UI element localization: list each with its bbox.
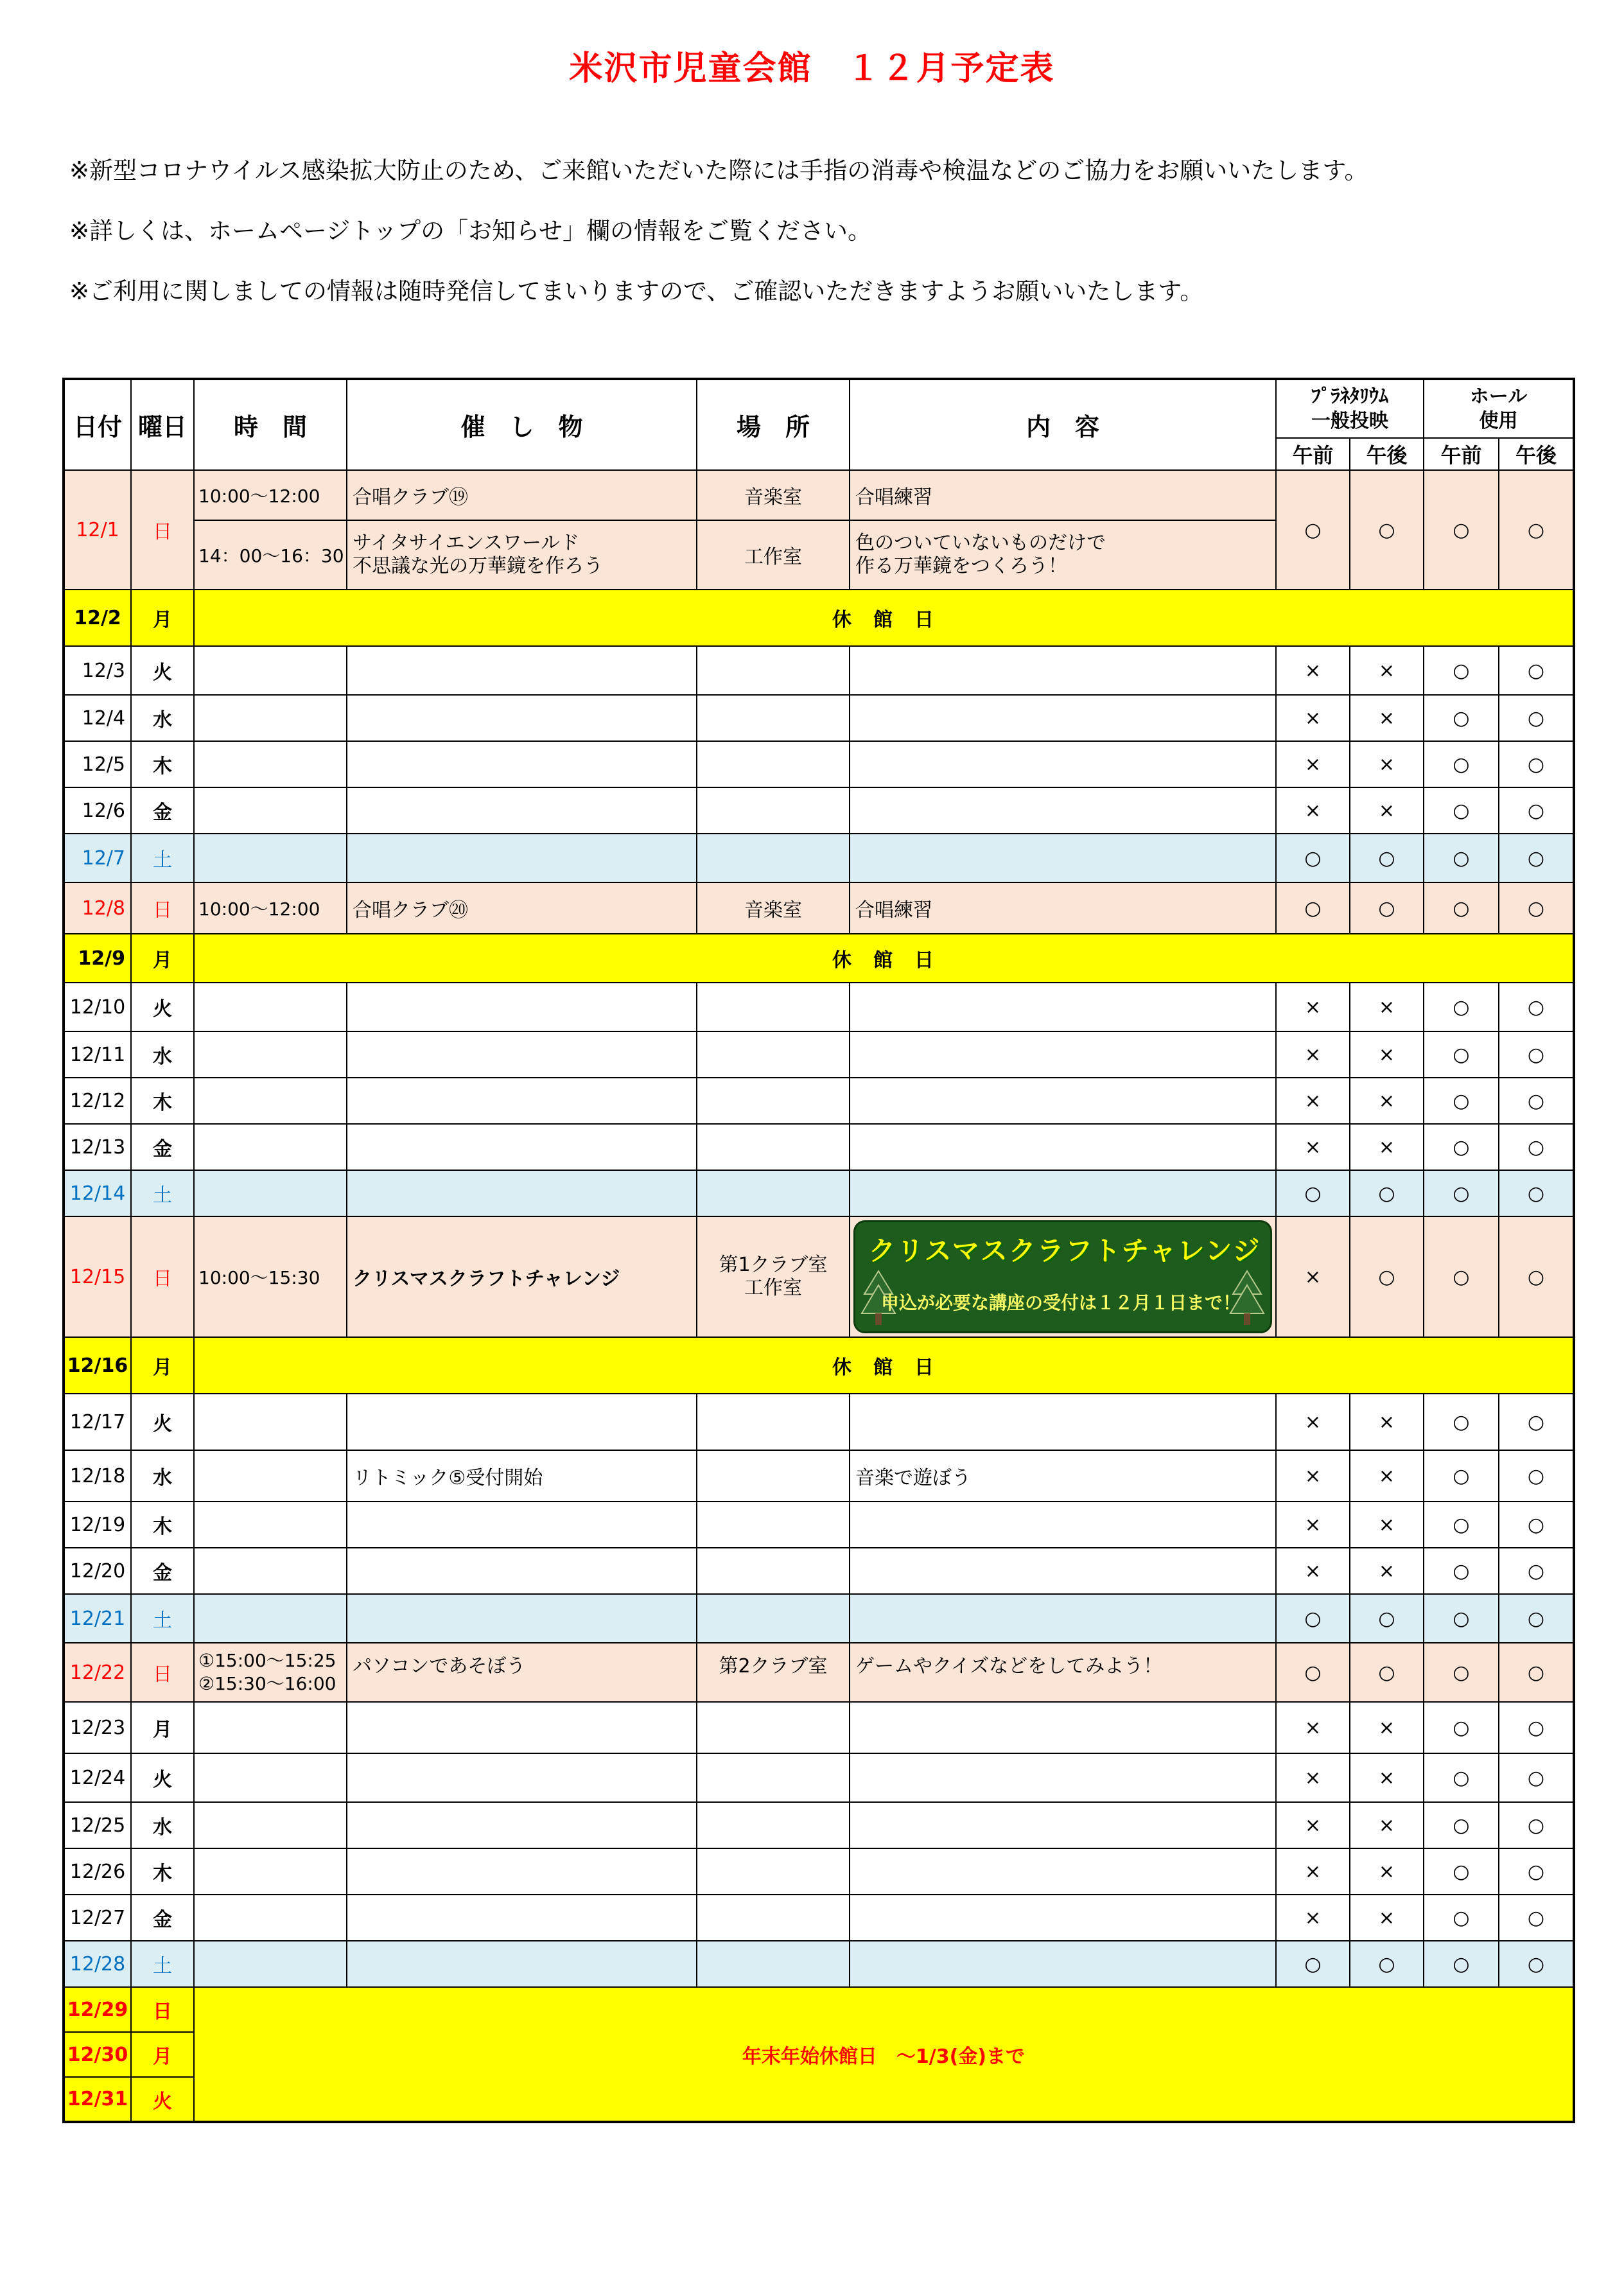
mark-cell: ○ [1499, 1124, 1574, 1170]
table-row [64, 1124, 1574, 1170]
mark-cell: ○ [1424, 1802, 1499, 1848]
weekday-cell: 火 [131, 2077, 194, 2122]
date-cell: 12/21 [64, 1594, 131, 1643]
mark-cell: ○ [1424, 882, 1499, 934]
mark-cell: × [1276, 741, 1350, 787]
date-cell: 12/19 [64, 1502, 131, 1548]
mark-cell: ○ [1276, 834, 1350, 882]
mark-cell: × [1350, 787, 1424, 834]
date-cell: 12/16 [64, 1337, 131, 1394]
mark-cell: × [1276, 983, 1350, 1031]
mark-cell: ○ [1350, 1643, 1424, 1702]
mark-cell: × [1276, 1848, 1350, 1895]
mark-cell: × [1276, 1502, 1350, 1548]
weekday-cell: 日 [131, 1643, 194, 1702]
mark-cell: × [1276, 1802, 1350, 1848]
mark-cell: × [1276, 646, 1350, 695]
mark-cell: ○ [1350, 1941, 1424, 1987]
mark-cell: ○ [1499, 834, 1574, 882]
weekday-cell: 火 [131, 646, 194, 695]
table-row [64, 1941, 1574, 1987]
weekday-cell: 日 [131, 882, 194, 934]
mark-cell: ○ [1499, 1502, 1574, 1548]
date-cell: 12/31 [64, 2077, 131, 2122]
mark-cell: ○ [1424, 1078, 1499, 1124]
mark-cell: ○ [1424, 1394, 1499, 1450]
mark-cell: × [1276, 1450, 1350, 1502]
date-cell: 12/5 [64, 741, 131, 787]
date-cell: 12/10 [64, 983, 131, 1031]
header-content: 内 容 [850, 379, 1276, 470]
mark-cell: ○ [1499, 787, 1574, 834]
date-cell: 12/9 [64, 934, 131, 983]
mark-cell: × [1350, 741, 1424, 787]
header-weekday: 曜日 [131, 379, 194, 470]
content-cell: 音楽で遊ぼう [850, 1450, 1276, 1502]
table-row [64, 1548, 1574, 1594]
date-cell: 12/3 [64, 646, 131, 695]
table-row [64, 983, 1574, 1031]
mark-cell: ○ [1499, 1594, 1574, 1643]
mark-cell: ○ [1424, 1643, 1499, 1702]
mark-cell: ○ [1424, 1753, 1499, 1802]
event-cell: クリスマスクラフトチャレンジ [347, 1216, 697, 1337]
weekday-cell: 日 [131, 470, 194, 590]
date-cell: 12/1 [64, 470, 131, 590]
mark-cell: ○ [1424, 1895, 1499, 1941]
mark-cell: ○ [1350, 1594, 1424, 1643]
mark-cell: × [1350, 1394, 1424, 1450]
mark-cell: × [1350, 1702, 1424, 1753]
notice-line: ※新型コロナウイルス感染拡大防止のため、ご来館いただいた際には手指の消毒や検温などのご協力をお願いいたします。 [69, 157, 1368, 184]
mark-cell: ○ [1499, 1450, 1574, 1502]
mark-cell: × [1350, 1895, 1424, 1941]
mark-cell: ○ [1276, 1170, 1350, 1216]
table-row [64, 646, 1574, 695]
mark-cell: × [1350, 983, 1424, 1031]
date-cell: 12/29 [64, 1987, 131, 2032]
content-cell: 合唱練習 [850, 882, 1276, 934]
mark-cell: ○ [1350, 1170, 1424, 1216]
mark-cell: × [1350, 695, 1424, 741]
table-row [64, 882, 1574, 934]
weekday-cell: 土 [131, 1594, 194, 1643]
date-cell: 12/15 [64, 1216, 131, 1337]
mark-cell: ○ [1499, 1802, 1574, 1848]
closed-label: 休 館 日 [194, 934, 1574, 983]
mark-cell: × [1350, 1124, 1424, 1170]
mark-cell: ○ [1499, 646, 1574, 695]
closed-label: 休 館 日 [194, 590, 1574, 646]
weekday-cell: 水 [131, 695, 194, 741]
table-row [64, 1216, 1574, 1337]
mark-cell: × [1276, 1753, 1350, 1802]
mark-cell: × [1350, 1802, 1424, 1848]
date-cell: 12/28 [64, 1941, 131, 1987]
weekday-cell: 金 [131, 1124, 194, 1170]
weekday-cell: 金 [131, 787, 194, 834]
mark-cell: ○ [1424, 787, 1499, 834]
mark-cell: ○ [1499, 1753, 1574, 1802]
table-row [64, 834, 1574, 882]
mark-cell: ○ [1350, 834, 1424, 882]
date-cell: 12/4 [64, 695, 131, 741]
header-planetarium: ﾌﾟﾗﾈﾀﾘｳﾑ 一般投映 [1276, 379, 1424, 438]
weekday-cell: 月 [131, 1702, 194, 1753]
mark-cell: × [1350, 1078, 1424, 1124]
table-row [64, 1502, 1574, 1548]
table-row [64, 1643, 1574, 1702]
content-cell: 合唱練習 [850, 470, 1276, 520]
weekday-cell: 月 [131, 590, 194, 646]
date-cell: 12/30 [64, 2032, 131, 2077]
mark-cell: ○ [1424, 1502, 1499, 1548]
header-am: 午前 [1424, 438, 1499, 470]
mark-cell: × [1276, 787, 1350, 834]
table-row [64, 1802, 1574, 1848]
mark-cell: ○ [1499, 1216, 1574, 1337]
weekday-cell: 土 [131, 834, 194, 882]
date-cell: 12/17 [64, 1394, 131, 1450]
place-cell: 音楽室 [697, 470, 850, 520]
mark-cell: ○ [1499, 1394, 1574, 1450]
date-cell: 12/27 [64, 1895, 131, 1941]
mark-cell: ○ [1499, 1031, 1574, 1078]
schedule-table [62, 378, 1575, 2123]
header-event: 催 し 物 [347, 379, 697, 470]
place-cell: 第2クラブ室 [697, 1643, 850, 1702]
mark-cell: ○ [1424, 1031, 1499, 1078]
table-row [64, 470, 1574, 520]
mark-cell: ○ [1499, 470, 1574, 590]
date-cell: 12/2 [64, 590, 131, 646]
mark-cell: × [1350, 1548, 1424, 1594]
table-row [64, 1848, 1574, 1895]
table-row [64, 1702, 1574, 1753]
mark-cell: × [1350, 646, 1424, 695]
mark-cell: ○ [1424, 834, 1499, 882]
header-hall: ホール 使用 [1424, 379, 1574, 438]
mark-cell: ○ [1276, 1643, 1350, 1702]
mark-cell: ○ [1499, 1548, 1574, 1594]
place-cell: 工作室 [697, 520, 850, 590]
mark-cell: × [1276, 1394, 1350, 1450]
mark-cell: ○ [1424, 1450, 1499, 1502]
event-cell: サイタサイエンスワールド 不思議な光の万華鏡を作ろう [347, 520, 697, 590]
mark-cell: ○ [1424, 1548, 1499, 1594]
mark-cell: ○ [1499, 741, 1574, 787]
page-title: 米沢市児童会館 １２月予定表 [569, 49, 1055, 88]
mark-cell: × [1276, 1895, 1350, 1941]
date-cell: 12/26 [64, 1848, 131, 1895]
mark-cell: ○ [1499, 1895, 1574, 1941]
weekday-cell: 月 [131, 2032, 194, 2077]
date-cell: 12/12 [64, 1078, 131, 1124]
content-cell: ゲームやクイズなどをしてみよう！ [850, 1643, 1276, 1702]
mark-cell: × [1276, 1548, 1350, 1594]
weekday-cell: 木 [131, 1078, 194, 1124]
mark-cell: × [1276, 1216, 1350, 1337]
table-row [64, 695, 1574, 741]
mark-cell: × [1276, 1124, 1350, 1170]
mark-cell: ○ [1499, 1643, 1574, 1702]
header-pm: 午後 [1499, 438, 1574, 470]
content-cell: 色のついていないものだけで 作る万華鏡をつくろう！ [850, 520, 1276, 590]
banner-subtitle: 申込が必要な講座の受付は１２月１日まで！ [881, 1292, 1241, 1313]
weekday-cell: 水 [131, 1031, 194, 1078]
mark-cell: ○ [1424, 1941, 1499, 1987]
weekday-cell: 火 [131, 1753, 194, 1802]
weekday-cell: 土 [131, 1170, 194, 1216]
closed-label: 休 館 日 [194, 1337, 1574, 1394]
header-time: 時 間 [194, 379, 347, 470]
date-cell: 12/6 [64, 787, 131, 834]
mark-cell: × [1276, 1702, 1350, 1753]
date-cell: 12/20 [64, 1548, 131, 1594]
table-row [64, 1895, 1574, 1941]
mark-cell: ○ [1424, 695, 1499, 741]
mark-cell: ○ [1350, 1216, 1424, 1337]
event-cell: 合唱クラブ⑲ [347, 470, 697, 520]
mark-cell: ○ [1424, 1594, 1499, 1643]
table-row [64, 787, 1574, 834]
mark-cell: ○ [1499, 882, 1574, 934]
yearend-closed-label: 年末年始休館日 ～1/3(金)まで [194, 1987, 1574, 2122]
weekday-cell: 日 [131, 1987, 194, 2032]
weekday-cell: 金 [131, 1895, 194, 1941]
mark-cell: ○ [1276, 882, 1350, 934]
weekday-cell: 木 [131, 1502, 194, 1548]
weekday-cell: 木 [131, 1848, 194, 1895]
date-cell: 12/23 [64, 1702, 131, 1753]
mark-cell: ○ [1499, 1170, 1574, 1216]
time-cell: 10:00～12:00 [194, 470, 347, 520]
mark-cell: ○ [1424, 470, 1499, 590]
date-cell: 12/22 [64, 1643, 131, 1702]
date-cell: 12/11 [64, 1031, 131, 1078]
mark-cell: × [1350, 1031, 1424, 1078]
closed-row [64, 590, 1574, 646]
mark-cell: ○ [1350, 470, 1424, 590]
mark-cell: ○ [1499, 983, 1574, 1031]
banner-title: クリスマスクラフトチャレンジ [868, 1235, 1261, 1266]
mark-cell: × [1276, 1031, 1350, 1078]
mark-cell: ○ [1499, 1848, 1574, 1895]
date-cell: 12/18 [64, 1450, 131, 1502]
time-cell: ①15:00～15:25 ②15:30～16:00 [194, 1643, 347, 1702]
mark-cell: ○ [1499, 1941, 1574, 1987]
weekday-cell: 月 [131, 1337, 194, 1394]
mark-cell: ○ [1499, 695, 1574, 741]
date-cell: 12/14 [64, 1170, 131, 1216]
mark-cell: ○ [1424, 1848, 1499, 1895]
mark-cell: × [1350, 1753, 1424, 1802]
header-date: 日付 [64, 379, 131, 470]
weekday-cell: 月 [131, 934, 194, 983]
table-row [64, 1450, 1574, 1502]
mark-cell: ○ [1499, 1702, 1574, 1753]
place-cell: 第1クラブ室 工作室 [697, 1216, 850, 1337]
header-pm: 午後 [1350, 438, 1424, 470]
mark-cell: ○ [1424, 741, 1499, 787]
place-cell: 音楽室 [697, 882, 850, 934]
table-row [64, 1594, 1574, 1643]
weekday-cell: 水 [131, 1450, 194, 1502]
table-row [64, 1078, 1574, 1124]
table-row [64, 1031, 1574, 1078]
weekday-cell: 火 [131, 1394, 194, 1450]
mark-cell: ○ [1499, 1078, 1574, 1124]
mark-cell: ○ [1350, 882, 1424, 934]
mark-cell: ○ [1276, 470, 1350, 590]
weekday-cell: 土 [131, 1941, 194, 1987]
event-cell: 合唱クラブ⑳ [347, 882, 697, 934]
mark-cell: × [1276, 695, 1350, 741]
date-cell: 12/25 [64, 1802, 131, 1848]
weekday-cell: 火 [131, 983, 194, 1031]
header-place: 場 所 [697, 379, 850, 470]
mark-cell: × [1350, 1450, 1424, 1502]
event-cell: リトミック⑤受付開始 [347, 1450, 697, 1502]
closed-row [64, 934, 1574, 983]
mark-cell: ○ [1276, 1594, 1350, 1643]
mark-cell: ○ [1424, 1216, 1499, 1337]
weekday-cell: 日 [131, 1216, 194, 1337]
date-cell: 12/24 [64, 1753, 131, 1802]
mark-cell: ○ [1424, 1702, 1499, 1753]
mark-cell: ○ [1424, 1124, 1499, 1170]
table-row [64, 1394, 1574, 1450]
mark-cell: ○ [1276, 1941, 1350, 1987]
weekday-cell: 水 [131, 1802, 194, 1848]
notice-line: ※詳しくは、ホームページトップの「お知らせ」欄の情報をご覧ください。 [69, 217, 872, 245]
yearend-row [64, 1987, 1574, 2032]
notice-line: ※ご利用に関しましての情報は随時発信してまいりますので、ご確認いただきますようお願いいたします。 [69, 277, 1204, 305]
table-row [64, 1170, 1574, 1216]
date-cell: 12/8 [64, 882, 131, 934]
mark-cell: ○ [1424, 646, 1499, 695]
date-cell: 12/7 [64, 834, 131, 882]
weekday-cell: 木 [131, 741, 194, 787]
christmas-craft-banner [853, 1220, 1272, 1333]
mark-cell: ○ [1424, 983, 1499, 1031]
content-cell [850, 1216, 1276, 1337]
time-cell: 10:00～15:30 [194, 1216, 347, 1337]
time-cell: 10:00～12:00 [194, 882, 347, 934]
closed-row [64, 1337, 1574, 1394]
mark-cell: × [1276, 1078, 1350, 1124]
weekday-cell: 金 [131, 1548, 194, 1594]
date-cell: 12/13 [64, 1124, 131, 1170]
time-cell: 14：00～16：30 [194, 520, 347, 590]
table-row [64, 1753, 1574, 1802]
mark-cell: × [1350, 1502, 1424, 1548]
header-row [64, 379, 1574, 438]
table-row [64, 741, 1574, 787]
mark-cell: ○ [1424, 1170, 1499, 1216]
event-cell: パソコンであそぼう [347, 1643, 697, 1702]
header-am: 午前 [1276, 438, 1350, 470]
mark-cell: × [1350, 1848, 1424, 1895]
